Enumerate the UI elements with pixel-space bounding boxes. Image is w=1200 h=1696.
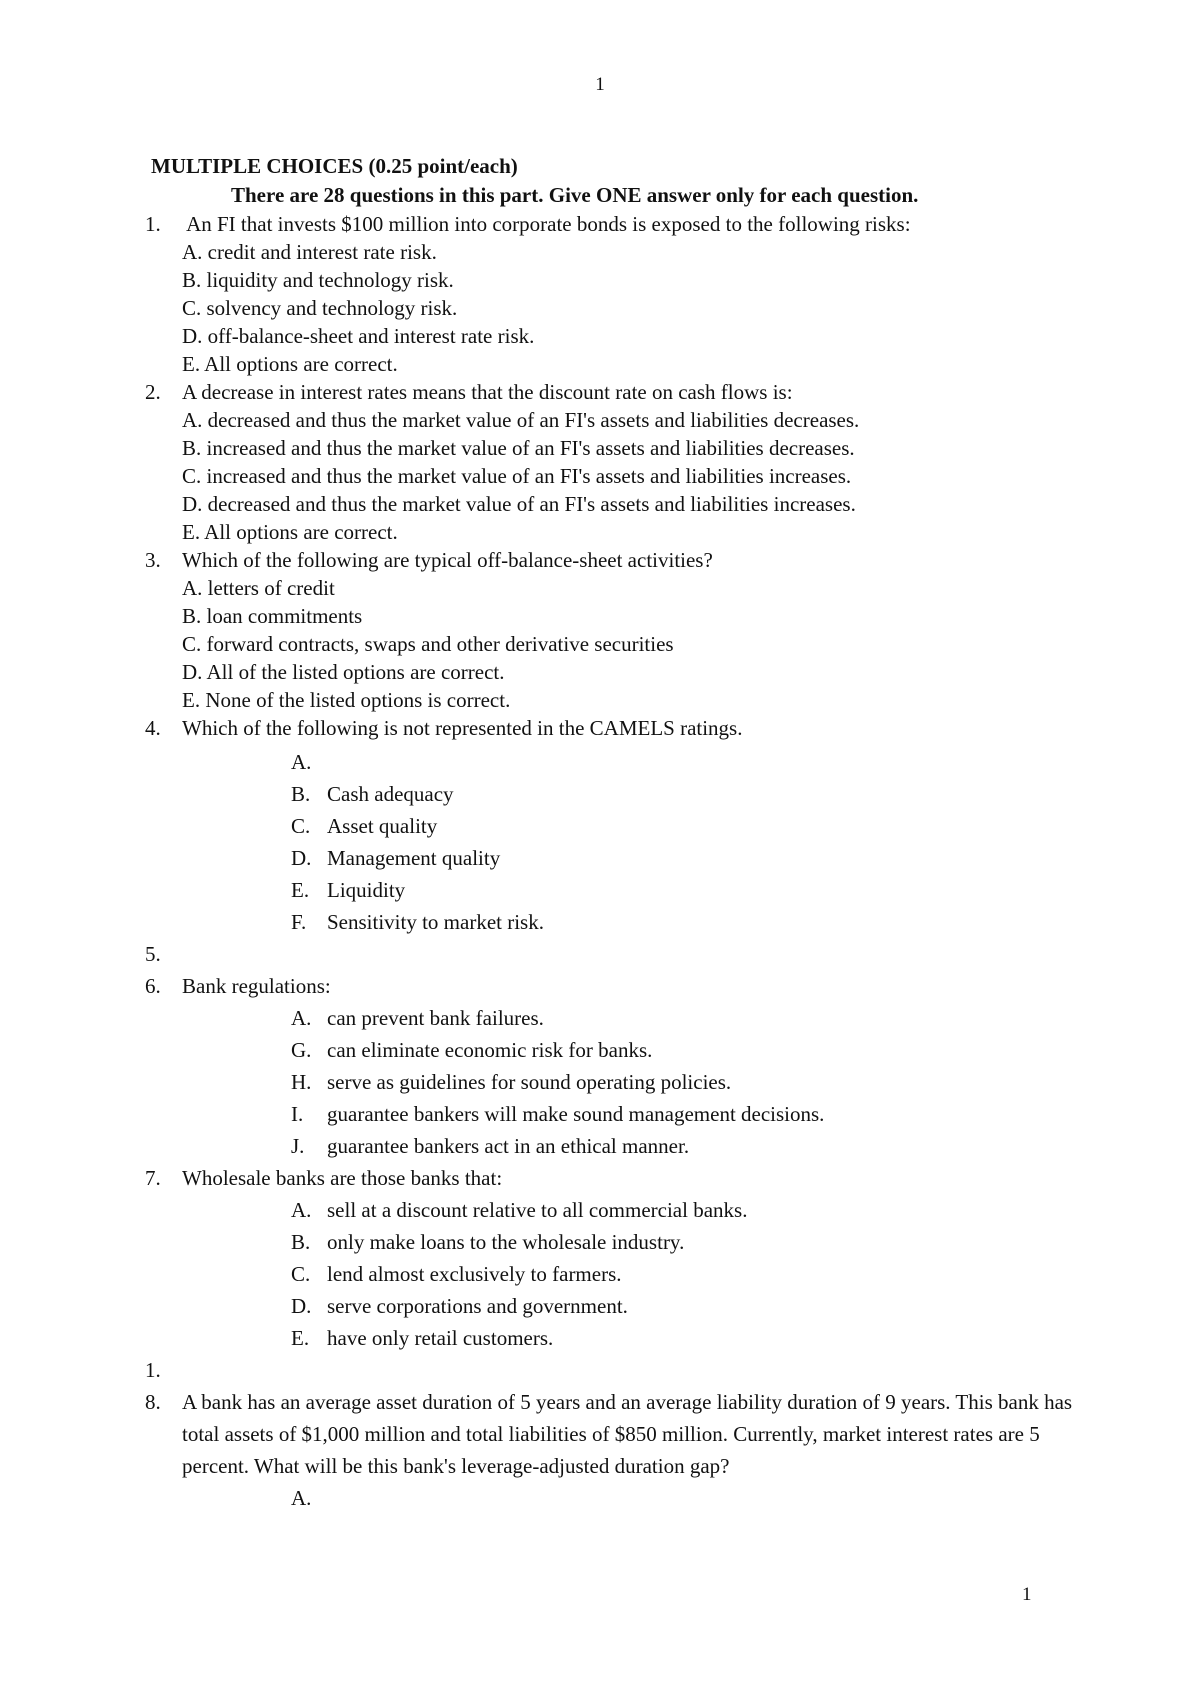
option-text: only make loans to the wholesale industry. bbox=[327, 1230, 685, 1254]
question-number: 8. bbox=[145, 1390, 161, 1414]
question-text: A bank has an average asset duration of 5 years and an average liability duration of 9 years. This bank has total assets of $1,000 million and total liabilities of $850 million. Currently, market interest rates are 5 percent. What will be this bank's leverage-adjusted duration gap? bbox=[182, 1390, 1073, 1478]
question-number: 6. bbox=[145, 974, 161, 998]
option-text: Asset quality bbox=[327, 814, 438, 838]
option-label: H. bbox=[291, 1070, 312, 1094]
option-label: D. bbox=[291, 1294, 312, 1318]
question-1 bbox=[145, 210, 1075, 238]
option: C. increased and thus the market value of an FI's assets and liabilities increases. bbox=[182, 464, 852, 488]
option: A. decreased and thus the market value of an FI's assets and liabilities decreases. bbox=[182, 408, 860, 432]
option bbox=[291, 1290, 1075, 1322]
question-number: 4. bbox=[145, 716, 161, 740]
question-text bbox=[182, 938, 1075, 970]
option: B. liquidity and technology risk. bbox=[182, 268, 454, 292]
option: D. off-balance-sheet and interest rate risk. bbox=[182, 324, 535, 348]
option bbox=[291, 1482, 1075, 1514]
question-text: Bank regulations: bbox=[182, 974, 331, 998]
option bbox=[291, 810, 1075, 842]
option-text: Liquidity bbox=[327, 878, 406, 902]
option-text: can eliminate economic risk for banks. bbox=[327, 1038, 653, 1062]
option-label: B. bbox=[291, 782, 311, 806]
option-label: C. bbox=[291, 814, 311, 838]
option-text: guarantee bankers act in an ethical manner. bbox=[327, 1134, 690, 1158]
option: E. None of the listed options is correct. bbox=[182, 688, 511, 712]
option-label: F. bbox=[291, 910, 307, 934]
option bbox=[291, 778, 1075, 810]
question-text bbox=[182, 1354, 1075, 1386]
question-number: 1. bbox=[145, 212, 161, 236]
option-label: B. bbox=[291, 1230, 311, 1254]
question-number: 7. bbox=[145, 1166, 161, 1190]
option-label: C. bbox=[291, 1262, 311, 1286]
option-label: I. bbox=[291, 1102, 304, 1126]
option bbox=[291, 1098, 1075, 1130]
question-3 bbox=[145, 546, 1075, 574]
option bbox=[291, 1226, 1075, 1258]
question-8 bbox=[145, 1386, 1075, 1482]
option: B. increased and thus the market value of an FI's assets and liabilities decreases. bbox=[182, 436, 855, 460]
option: C. solvency and technology risk. bbox=[182, 296, 458, 320]
option: C. forward contracts, swaps and other derivative securities bbox=[182, 632, 674, 656]
option-label: A. bbox=[291, 1486, 312, 1510]
option-label: J. bbox=[291, 1134, 305, 1158]
question-text: A decrease in interest rates means that the discount rate on cash flows is: bbox=[182, 380, 793, 404]
option bbox=[291, 746, 1075, 778]
option bbox=[291, 1066, 1075, 1098]
section-subheading: There are 28 questions in this part. Give ONE answer only for each question. bbox=[231, 183, 919, 207]
question-number: 2. bbox=[145, 380, 161, 404]
option: D. decreased and thus the market value of an FI's assets and liabilities increases. bbox=[182, 492, 856, 516]
question-text: Wholesale banks are those banks that: bbox=[182, 1166, 503, 1190]
question-text: Which of the following are typical off-balance-sheet activities? bbox=[182, 548, 713, 572]
question-2 bbox=[145, 378, 1075, 406]
option bbox=[291, 1130, 1075, 1162]
question-7 bbox=[145, 1162, 1075, 1194]
option-text: sell at a discount relative to all commercial banks. bbox=[327, 1198, 748, 1222]
option-label: D. bbox=[291, 846, 312, 870]
option bbox=[291, 1258, 1075, 1290]
option bbox=[291, 1002, 1075, 1034]
option bbox=[291, 906, 1075, 938]
option-text: Management quality bbox=[327, 846, 501, 870]
question-number: 1. bbox=[145, 1358, 161, 1382]
question-5 bbox=[145, 938, 1075, 970]
option-label: A. bbox=[291, 1198, 312, 1222]
question-number: 3. bbox=[145, 548, 161, 572]
option: A. credit and interest rate risk. bbox=[182, 240, 437, 264]
option-label: A. bbox=[291, 1006, 312, 1030]
option bbox=[291, 874, 1075, 906]
option-label: E. bbox=[291, 878, 310, 902]
option: B. loan commitments bbox=[182, 604, 363, 628]
option-label: G. bbox=[291, 1038, 312, 1062]
option bbox=[291, 1034, 1075, 1066]
option-label: E. bbox=[291, 1326, 310, 1350]
page-number-top: 1 bbox=[595, 74, 605, 95]
option-text: Cash adequacy bbox=[327, 782, 454, 806]
option-text: can prevent bank failures. bbox=[327, 1006, 544, 1030]
question-4 bbox=[145, 714, 1075, 742]
page-content bbox=[145, 152, 1075, 1514]
option-text: guarantee bankers will make sound management decisions. bbox=[327, 1102, 825, 1126]
option-text: serve as guidelines for sound operating policies. bbox=[327, 1070, 732, 1094]
option-text: have only retail customers. bbox=[327, 1326, 554, 1350]
question-6 bbox=[145, 970, 1075, 1002]
option-label: A. bbox=[291, 750, 312, 774]
option bbox=[291, 842, 1075, 874]
option: A. letters of credit bbox=[182, 576, 335, 600]
option: D. All of the listed options are correct. bbox=[182, 660, 505, 684]
option-text: serve corporations and government. bbox=[327, 1294, 628, 1318]
question-text: Which of the following is not represented in the CAMELS ratings. bbox=[182, 716, 743, 740]
question-stray bbox=[145, 1354, 1075, 1386]
option: E. All options are correct. bbox=[182, 520, 398, 544]
option-text: Sensitivity to market risk. bbox=[327, 910, 544, 934]
question-number: 5. bbox=[145, 942, 161, 966]
option bbox=[291, 1322, 1075, 1354]
option: E. All options are correct. bbox=[182, 352, 398, 376]
question-text: An FI that invests $100 million into corporate bonds is exposed to the following risks: bbox=[182, 212, 911, 236]
section-heading: MULTIPLE CHOICES (0.25 point/each) bbox=[151, 154, 518, 178]
option bbox=[291, 1194, 1075, 1226]
option-text: lend almost exclusively to farmers. bbox=[327, 1262, 622, 1286]
page-number-bottom: 1 bbox=[1022, 1584, 1032, 1605]
